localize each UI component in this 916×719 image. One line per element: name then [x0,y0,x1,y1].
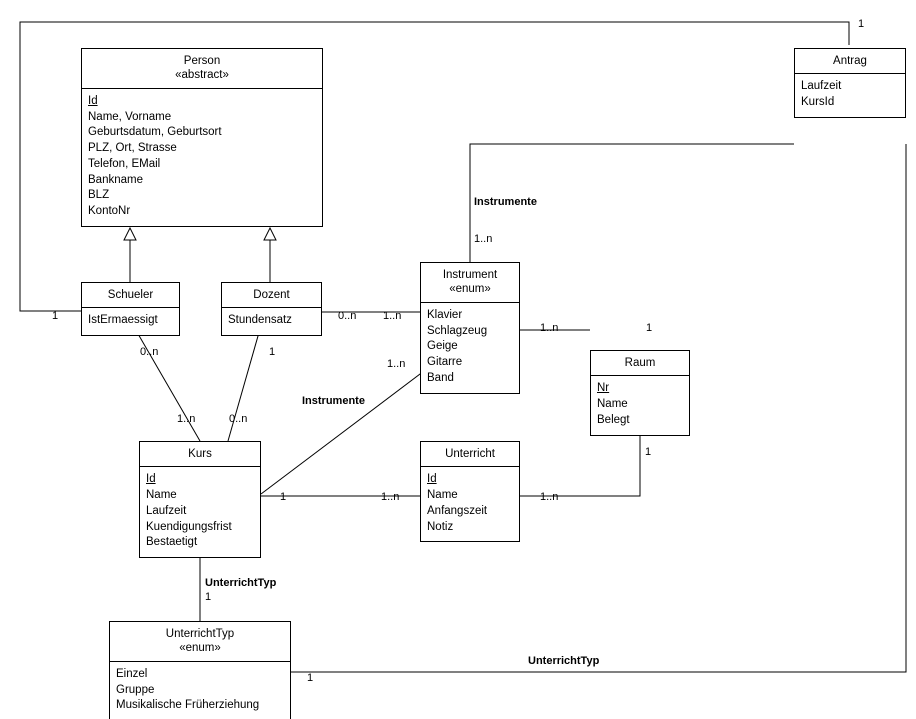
multiplicity-kurs-instrument: 1..n [387,358,406,370]
attribute: Gruppe [116,683,155,696]
attribute: Bankname [88,173,143,186]
label-instrumente-mid: Instrumente [302,395,365,407]
multiplicity-dozent-kurs-bottom: 0..n [229,413,248,425]
class-unterrichttyp-header [110,622,290,661]
attribute: BLZ [88,189,110,202]
multiplicity-kurs-unterricht-left: 1 [280,491,287,503]
multiplicity-unterrichttyp-top: 1 [205,591,212,603]
label-instrumente-top: Instrumente [474,196,537,208]
attribute: Name [146,489,177,502]
class-person-header [82,49,322,88]
attribute: KursId [801,96,835,109]
attribute: Musikalische Früherziehung [116,699,260,712]
attribute: Anfangszeit [427,504,488,517]
attribute: Klavier [427,308,463,321]
class-unterrichttyp-attributes [110,661,290,719]
multiplicity-kurs-unterricht-right: 1..n [381,491,400,503]
class-raum-header [591,351,689,375]
attribute: Nr [597,382,610,395]
label-unterrichttyp-top: UnterrichtTyp [205,577,277,589]
attribute: Name [597,398,628,411]
attribute: Stundensatz [228,314,292,327]
class-dozent[interactable] [221,282,322,336]
attribute: Id [427,473,437,486]
class-dozent-header [222,283,321,307]
attribute: Geburtsdatum, Geburtsort [88,126,222,139]
attribute: Einzel [116,667,148,680]
class-kurs-header [140,442,260,466]
class-antrag-attributes [795,73,905,117]
class-unterricht-attributes [421,466,519,541]
attribute: Band [427,371,454,384]
attribute: Id [88,94,98,107]
multiplicity-unterricht-raum-left: 1..n [540,491,559,503]
attribute: Name, Vorname [88,110,172,123]
generalization-arrow-dozent [264,228,276,240]
attribute: Geige [427,340,458,353]
class-antrag-name: Antrag [833,55,867,67]
class-instrument[interactable] [420,262,520,394]
attribute: Gitarre [427,356,463,368]
attribute: Laufzeit [801,80,842,93]
class-schueler-name: Schueler [107,289,154,301]
class-raum-name: Raum [624,357,656,369]
attribute: Bestaetigt [146,536,198,549]
attribute: Id [146,473,156,486]
connector-unterricht-raum [520,432,640,496]
class-person-attributes [82,88,322,226]
class-instrument-attributes [421,302,519,393]
attribute: Notiz [427,520,454,533]
class-raum-attributes [591,375,689,434]
label-unterrichttyp-bottom: UnterrichtTyp [528,655,600,667]
attribute: PLZ, Ort, Strasse [88,142,177,154]
attribute: Telefon, EMail [88,157,161,170]
class-instrument-header [421,263,519,302]
class-antrag[interactable] [794,48,906,118]
multiplicity-instrument-raum-left: 1..n [540,322,559,334]
class-antrag-header [795,49,905,73]
class-unterricht[interactable] [420,441,520,542]
multiplicity-unterricht-raum-right: 1 [645,446,652,458]
connector-kurs-instrument [261,368,428,494]
class-dozent-attributes [222,307,321,335]
class-instrument-name: Instrument [442,269,498,281]
multiplicity-unterrichttyp-bottom: 1 [307,672,314,684]
class-instrument-stereotype: «enum» [449,283,491,296]
multiplicity-instrument-raum-right: 1 [646,322,653,334]
class-schueler-attributes [82,307,179,335]
class-person-name: Person [183,55,221,67]
multiplicity-dozent-instrument-right: 1..n [383,310,402,322]
attribute: Belegt [597,413,630,426]
attribute: Name [427,489,458,502]
attribute: IstErmaessigt [88,314,158,327]
class-dozent-name: Dozent [253,289,290,301]
multiplicity-instrument-top: 1..n [474,233,493,245]
attribute: Laufzeit [146,504,187,517]
generalization-arrow-schueler [124,228,136,240]
class-person-stereotype: «abstract» [175,69,229,82]
multiplicity-schueler-left: 1 [52,310,59,322]
class-schueler[interactable] [81,282,180,336]
attribute: KontoNr [88,205,131,217]
multiplicity-schueler-kurs-bottom: 1..n [177,413,196,425]
class-schueler-header [82,283,179,307]
multiplicity-dozent-kurs-top: 1 [269,346,276,358]
class-unterrichttyp-stereotype: «enum» [179,642,221,655]
multiplicity-dozent-instrument-left: 0..n [338,310,357,322]
class-person[interactable] [81,48,323,227]
attribute: Kuendigungsfrist [146,520,232,533]
multiplicity-antrag-top: 1 [858,18,865,30]
multiplicity-schueler-kurs: 0..n [140,346,159,358]
class-unterrichttyp-name: UnterrichtTyp [165,628,235,640]
attribute: Schlagzeug [427,324,488,337]
class-kurs[interactable] [139,441,261,558]
class-kurs-attributes [140,466,260,557]
class-unterricht-name: Unterricht [445,448,495,460]
class-unterricht-header [421,442,519,466]
class-kurs-name: Kurs [188,448,212,460]
class-raum[interactable] [590,350,690,436]
class-unterrichttyp[interactable] [109,621,291,719]
